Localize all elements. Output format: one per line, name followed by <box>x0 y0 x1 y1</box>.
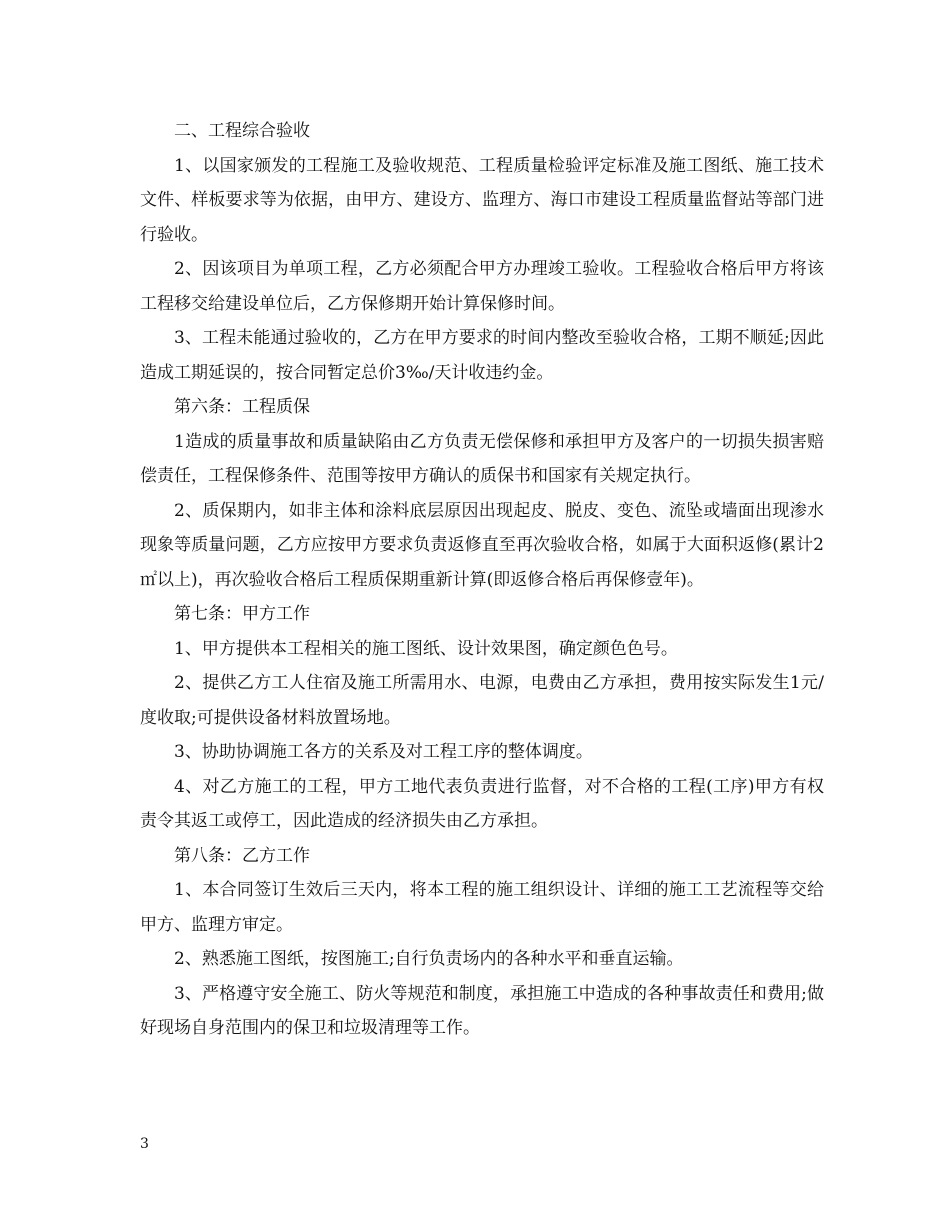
paragraph: 3、工程未能通过验收的，乙方在甲方要求的时间内整改至验收合格，工期不顺延;因此造成工期延误的，按合同暂定总价3‰/天计收违约金。 <box>140 328 824 383</box>
paragraph: 1造成的质量事故和质量缺陷由乙方负责无偿保修和承担甲方及客户的一切损失损害赔偿责任，工程保修条件、范围等按甲方确认的质保书和国家有关规定执行。 <box>140 431 824 486</box>
paragraph: 3、协助协调施工各方的关系及对工程工序的整体调度。 <box>174 742 593 762</box>
paragraph: 2、熟悉施工图纸，按图施工;自行负责场内的各种水平和垂直运输。 <box>174 949 684 969</box>
paragraph: 2、因该项目为单项工程，乙方必须配合甲方办理竣工验收。工程验收合格后甲方将该工程移交给建设单位后，乙方保修期开始计算保修时间。 <box>140 259 824 314</box>
article-heading-party-a-work: 第七条：甲方工作 <box>174 604 310 624</box>
article-heading-party-b-work: 第八条：乙方工作 <box>174 845 310 866</box>
paragraph: 2、提供乙方工人住宿及施工所需用水、电源，电费由乙方承担，费用按实际发生1元/度收取;可提供设备材料放置场地。 <box>140 673 824 728</box>
paragraph: 2、质保期内，如非主体和涂料底层原因出现起皮、脱皮、变色、流坠或墙面出现渗水现象等质量问题，乙方应按甲方要求负责返修直至再次验收合格，如属于大面积返修(累计2㎡以上)，再次验收合格后工程质保期重新计算(即返修合格后再保修壹年)。 <box>140 500 824 590</box>
paragraph: 3、严格遵守安全施工、防火等规范和制度，承担施工中造成的各种事故责任和费用;做好现场自身范围内的保卫和垃圾清理等工作。 <box>140 983 824 1038</box>
paragraph: 1、甲方提供本工程相关的施工图纸、设计效果图，确定颜色色号。 <box>174 638 678 659</box>
section-heading-acceptance: 二、工程综合验收 <box>174 121 310 141</box>
article-heading-quality-warranty: 第六条：工程质保 <box>174 397 310 417</box>
paragraph: 1、以国家颁发的工程施工及验收规范、工程质量检验评定标准及施工图纸、施工技术文件、样板要求等为依据，由甲方、建设方、监理方、海口市建设工程质量监督站等部门进行验收。 <box>140 155 824 245</box>
document-body <box>140 114 824 1046</box>
paragraph: 1、本合同签订生效后三天内，将本工程的施工组织设计、详细的施工工艺流程等交给甲方、监理方审定。 <box>140 880 824 935</box>
paragraph: 4、对乙方施工的工程，甲方工地代表负责进行监督，对不合格的工程(工序)甲方有权责令其返工或停工，因此造成的经济损失由乙方承担。 <box>140 776 824 831</box>
page-number: 3 <box>140 1136 149 1152</box>
